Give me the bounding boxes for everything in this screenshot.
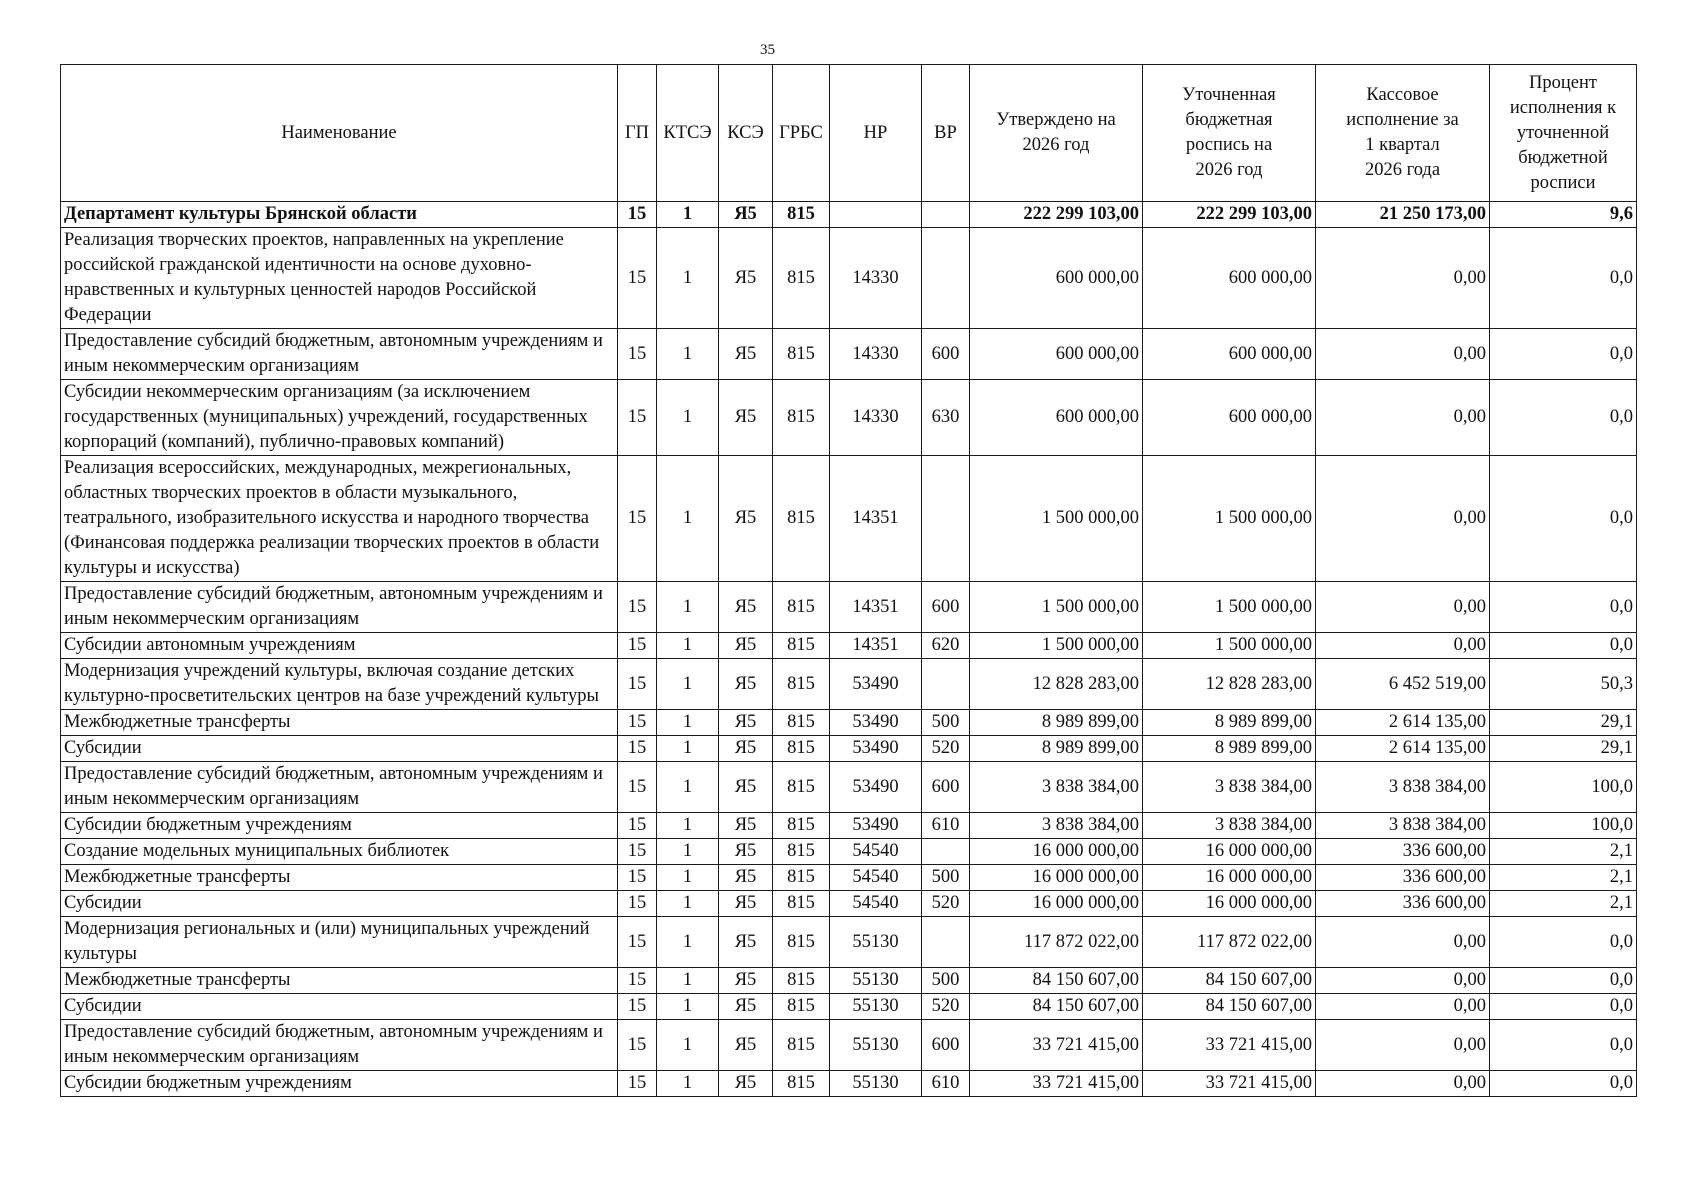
- cell-grbs: 815: [773, 891, 830, 917]
- cell-grbs: 815: [773, 582, 830, 633]
- cell-percent: 100,0: [1490, 762, 1637, 813]
- cell-cash: 0,00: [1316, 582, 1490, 633]
- department-total-row: [61, 202, 1637, 228]
- cell-cash: 0,00: [1316, 1020, 1490, 1071]
- cell-percent: 100,0: [1490, 813, 1637, 839]
- cell-vr: 520: [922, 994, 970, 1020]
- header-grbs: ГРБС: [773, 65, 830, 202]
- cell-grbs: 815: [773, 202, 830, 228]
- cell-grbs: 815: [773, 1071, 830, 1097]
- cell-percent: 2,1: [1490, 865, 1637, 891]
- cell-name: Реализация всероссийских, международных, межрегиональных, областных творческих проектов в области музыкального, театрального, изобразительного искусства и народного творчества (Финансовая поддержка реализации творческих проектов в области культуры и искусства): [61, 456, 618, 582]
- table-row: [61, 994, 1637, 1020]
- cell-approved: 1 500 000,00: [970, 582, 1143, 633]
- cell-gp: 15: [618, 736, 657, 762]
- cell-vr: 500: [922, 968, 970, 994]
- cell-cash: 21 250 173,00: [1316, 202, 1490, 228]
- cell-refined: 3 838 384,00: [1143, 813, 1316, 839]
- cell-grbs: 815: [773, 736, 830, 762]
- table-row: [61, 633, 1637, 659]
- cell-refined: 1 500 000,00: [1143, 633, 1316, 659]
- cell-ktse: 1: [657, 202, 719, 228]
- cell-kse: Я5: [719, 1071, 773, 1097]
- page-number: 35: [760, 42, 775, 58]
- cell-ktse: 1: [657, 917, 719, 968]
- cell-cash: 2 614 135,00: [1316, 710, 1490, 736]
- table-row: [61, 839, 1637, 865]
- cell-gp: 15: [618, 202, 657, 228]
- cell-refined: 12 828 283,00: [1143, 659, 1316, 710]
- cell-nr: 54540: [830, 891, 922, 917]
- cell-kse: Я5: [719, 968, 773, 994]
- table-row: [61, 1071, 1637, 1097]
- cell-approved: 8 989 899,00: [970, 710, 1143, 736]
- cell-refined: 16 000 000,00: [1143, 839, 1316, 865]
- header-vr: ВР: [922, 65, 970, 202]
- cell-gp: 15: [618, 380, 657, 456]
- cell-vr: 610: [922, 1071, 970, 1097]
- cell-kse: Я5: [719, 736, 773, 762]
- cell-percent: 0,0: [1490, 1071, 1637, 1097]
- table-row: [61, 456, 1637, 582]
- table-header-row: [61, 65, 1637, 202]
- cell-grbs: 815: [773, 839, 830, 865]
- cell-name: Предоставление субсидий бюджетным, автономным учреждениям и иным некоммерческим организациям: [61, 762, 618, 813]
- cell-vr: 520: [922, 891, 970, 917]
- cell-ktse: 1: [657, 710, 719, 736]
- cell-kse: Я5: [719, 839, 773, 865]
- cell-vr: 600: [922, 1020, 970, 1071]
- cell-name: Модернизация учреждений культуры, включая создание детских культурно-просветительских центров на базе учреждений культуры: [61, 659, 618, 710]
- header-name: Наименование: [61, 65, 618, 202]
- cell-name: Реализация творческих проектов, направленных на укрепление российской гражданской идентичности на основе духовно-нравственных и культурных ценностей народов Российской Федерации: [61, 228, 618, 329]
- cell-nr: 55130: [830, 1020, 922, 1071]
- cell-grbs: 815: [773, 228, 830, 329]
- cell-percent: 0,0: [1490, 582, 1637, 633]
- cell-vr: 600: [922, 329, 970, 380]
- cell-refined: 1 500 000,00: [1143, 582, 1316, 633]
- cell-nr: 55130: [830, 1071, 922, 1097]
- cell-grbs: 815: [773, 633, 830, 659]
- cell-nr: 53490: [830, 813, 922, 839]
- cell-name: Предоставление субсидий бюджетным, автономным учреждениям и иным некоммерческим организациям: [61, 1020, 618, 1071]
- cell-percent: 0,0: [1490, 329, 1637, 380]
- cell-kse: Я5: [719, 813, 773, 839]
- cell-vr: 500: [922, 865, 970, 891]
- cell-percent: 0,0: [1490, 456, 1637, 582]
- cell-nr: 53490: [830, 710, 922, 736]
- cell-nr: 14330: [830, 380, 922, 456]
- cell-nr: 53490: [830, 762, 922, 813]
- cell-approved: 3 838 384,00: [970, 762, 1143, 813]
- cell-gp: 15: [618, 1020, 657, 1071]
- cell-vr: 600: [922, 582, 970, 633]
- cell-grbs: 815: [773, 813, 830, 839]
- cell-gp: 15: [618, 839, 657, 865]
- cell-cash: 0,00: [1316, 329, 1490, 380]
- header-gp: ГП: [618, 65, 657, 202]
- cell-name: Предоставление субсидий бюджетным, автономным учреждениям и иным некоммерческим организациям: [61, 329, 618, 380]
- cell-approved: 8 989 899,00: [970, 736, 1143, 762]
- cell-cash: 336 600,00: [1316, 865, 1490, 891]
- cell-nr: 55130: [830, 917, 922, 968]
- cell-vr: 520: [922, 736, 970, 762]
- table-row: [61, 865, 1637, 891]
- cell-grbs: 815: [773, 968, 830, 994]
- cell-gp: 15: [618, 891, 657, 917]
- cell-kse: Я5: [719, 1020, 773, 1071]
- cell-ktse: 1: [657, 762, 719, 813]
- cell-kse: Я5: [719, 228, 773, 329]
- cell-refined: 1 500 000,00: [1143, 456, 1316, 582]
- cell-ktse: 1: [657, 228, 719, 329]
- cell-vr: 630: [922, 380, 970, 456]
- cell-ktse: 1: [657, 456, 719, 582]
- cell-name: Предоставление субсидий бюджетным, автономным учреждениям и иным некоммерческим организациям: [61, 582, 618, 633]
- cell-approved: 16 000 000,00: [970, 865, 1143, 891]
- cell-refined: 16 000 000,00: [1143, 891, 1316, 917]
- cell-kse: Я5: [719, 329, 773, 380]
- cell-percent: 9,6: [1490, 202, 1637, 228]
- cell-ktse: 1: [657, 633, 719, 659]
- cell-refined: 117 872 022,00: [1143, 917, 1316, 968]
- cell-grbs: 815: [773, 917, 830, 968]
- cell-approved: 84 150 607,00: [970, 994, 1143, 1020]
- cell-cash: 336 600,00: [1316, 839, 1490, 865]
- cell-approved: 600 000,00: [970, 380, 1143, 456]
- cell-cash: 0,00: [1316, 917, 1490, 968]
- cell-cash: 6 452 519,00: [1316, 659, 1490, 710]
- cell-nr: [830, 202, 922, 228]
- cell-kse: Я5: [719, 762, 773, 813]
- cell-nr: 14330: [830, 228, 922, 329]
- cell-gp: 15: [618, 456, 657, 582]
- header-ktse: КТСЭ: [657, 65, 719, 202]
- cell-percent: 2,1: [1490, 891, 1637, 917]
- cell-gp: 15: [618, 865, 657, 891]
- table-row: [61, 891, 1637, 917]
- cell-nr: 53490: [830, 659, 922, 710]
- table-row: [61, 968, 1637, 994]
- cell-name: Департамент культуры Брянской области: [61, 202, 618, 228]
- cell-name: Субсидии: [61, 736, 618, 762]
- cell-refined: 33 721 415,00: [1143, 1020, 1316, 1071]
- cell-approved: 600 000,00: [970, 228, 1143, 329]
- cell-vr: 620: [922, 633, 970, 659]
- cell-vr: [922, 202, 970, 228]
- cell-vr: 500: [922, 710, 970, 736]
- cell-kse: Я5: [719, 994, 773, 1020]
- table-row: [61, 762, 1637, 813]
- cell-percent: 0,0: [1490, 1020, 1637, 1071]
- cell-cash: 0,00: [1316, 456, 1490, 582]
- cell-gp: 15: [618, 968, 657, 994]
- cell-gp: 15: [618, 710, 657, 736]
- cell-refined: 8 989 899,00: [1143, 736, 1316, 762]
- cell-ktse: 1: [657, 380, 719, 456]
- cell-cash: 0,00: [1316, 228, 1490, 329]
- cell-percent: 0,0: [1490, 228, 1637, 329]
- cell-ktse: 1: [657, 891, 719, 917]
- cell-kse: Я5: [719, 202, 773, 228]
- cell-percent: 0,0: [1490, 380, 1637, 456]
- cell-ktse: 1: [657, 1020, 719, 1071]
- header-nr: НР: [830, 65, 922, 202]
- cell-nr: 55130: [830, 968, 922, 994]
- cell-kse: Я5: [719, 456, 773, 582]
- cell-refined: 600 000,00: [1143, 380, 1316, 456]
- cell-ktse: 1: [657, 582, 719, 633]
- header-refined: Уточненная бюджетная роспись на 2026 год: [1143, 65, 1316, 202]
- cell-refined: 16 000 000,00: [1143, 865, 1316, 891]
- cell-gp: 15: [618, 917, 657, 968]
- cell-cash: 3 838 384,00: [1316, 762, 1490, 813]
- header-percent: Процент исполнения к уточненной бюджетной росписи: [1490, 65, 1637, 202]
- cell-name: Модернизация региональных и (или) муниципальных учреждений культуры: [61, 917, 618, 968]
- cell-cash: 0,00: [1316, 968, 1490, 994]
- table-body: [61, 202, 1637, 1097]
- cell-gp: 15: [618, 228, 657, 329]
- cell-name: Межбюджетные трансферты: [61, 710, 618, 736]
- cell-gp: 15: [618, 633, 657, 659]
- cell-kse: Я5: [719, 582, 773, 633]
- cell-name: Субсидии некоммерческим организациям (за исключением государственных (муниципальных) учреждений, государственных корпораций (компаний), публично-правовых компаний): [61, 380, 618, 456]
- table-row: [61, 813, 1637, 839]
- cell-refined: 600 000,00: [1143, 329, 1316, 380]
- cell-vr: 610: [922, 813, 970, 839]
- cell-grbs: 815: [773, 456, 830, 582]
- cell-name: Межбюджетные трансферты: [61, 968, 618, 994]
- cell-kse: Я5: [719, 865, 773, 891]
- table-row: [61, 228, 1637, 329]
- cell-refined: 84 150 607,00: [1143, 994, 1316, 1020]
- cell-approved: 222 299 103,00: [970, 202, 1143, 228]
- cell-approved: 33 721 415,00: [970, 1020, 1143, 1071]
- cell-grbs: 815: [773, 380, 830, 456]
- cell-cash: 3 838 384,00: [1316, 813, 1490, 839]
- cell-approved: 600 000,00: [970, 329, 1143, 380]
- cell-name: Создание модельных муниципальных библиотек: [61, 839, 618, 865]
- table-row: [61, 917, 1637, 968]
- table-row: [61, 659, 1637, 710]
- cell-ktse: 1: [657, 659, 719, 710]
- cell-nr: 14330: [830, 329, 922, 380]
- cell-kse: Я5: [719, 891, 773, 917]
- table-row: [61, 329, 1637, 380]
- cell-grbs: 815: [773, 329, 830, 380]
- cell-refined: 222 299 103,00: [1143, 202, 1316, 228]
- cell-grbs: 815: [773, 865, 830, 891]
- cell-percent: 0,0: [1490, 968, 1637, 994]
- cell-cash: 336 600,00: [1316, 891, 1490, 917]
- cell-nr: 55130: [830, 994, 922, 1020]
- cell-name: Субсидии: [61, 994, 618, 1020]
- table-row: [61, 1020, 1637, 1071]
- cell-name: Субсидии автономным учреждениям: [61, 633, 618, 659]
- cell-gp: 15: [618, 1071, 657, 1097]
- cell-approved: 16 000 000,00: [970, 839, 1143, 865]
- cell-refined: 3 838 384,00: [1143, 762, 1316, 813]
- cell-gp: 15: [618, 813, 657, 839]
- cell-vr: [922, 659, 970, 710]
- cell-cash: 0,00: [1316, 1071, 1490, 1097]
- cell-vr: [922, 917, 970, 968]
- cell-nr: 54540: [830, 865, 922, 891]
- cell-gp: 15: [618, 994, 657, 1020]
- cell-kse: Я5: [719, 659, 773, 710]
- cell-approved: 33 721 415,00: [970, 1071, 1143, 1097]
- cell-ktse: 1: [657, 813, 719, 839]
- cell-vr: [922, 839, 970, 865]
- cell-gp: 15: [618, 659, 657, 710]
- cell-percent: 0,0: [1490, 633, 1637, 659]
- cell-approved: 3 838 384,00: [970, 813, 1143, 839]
- cell-ktse: 1: [657, 865, 719, 891]
- cell-grbs: 815: [773, 994, 830, 1020]
- cell-approved: 1 500 000,00: [970, 456, 1143, 582]
- cell-nr: 54540: [830, 839, 922, 865]
- cell-gp: 15: [618, 762, 657, 813]
- cell-name: Субсидии бюджетным учреждениям: [61, 1071, 618, 1097]
- header-kse: КСЭ: [719, 65, 773, 202]
- cell-percent: 29,1: [1490, 736, 1637, 762]
- cell-approved: 84 150 607,00: [970, 968, 1143, 994]
- cell-gp: 15: [618, 582, 657, 633]
- cell-cash: 0,00: [1316, 380, 1490, 456]
- cell-refined: 33 721 415,00: [1143, 1071, 1316, 1097]
- cell-percent: 0,0: [1490, 917, 1637, 968]
- cell-ktse: 1: [657, 968, 719, 994]
- table-row: [61, 380, 1637, 456]
- cell-nr: 14351: [830, 456, 922, 582]
- cell-ktse: 1: [657, 1071, 719, 1097]
- cell-cash: 2 614 135,00: [1316, 736, 1490, 762]
- header-cash: Кассовое исполнение за 1 квартал 2026 года: [1316, 65, 1490, 202]
- cell-refined: 84 150 607,00: [1143, 968, 1316, 994]
- cell-approved: 1 500 000,00: [970, 633, 1143, 659]
- cell-ktse: 1: [657, 329, 719, 380]
- cell-kse: Я5: [719, 380, 773, 456]
- cell-kse: Я5: [719, 917, 773, 968]
- table-row: [61, 582, 1637, 633]
- cell-percent: 50,3: [1490, 659, 1637, 710]
- cell-name: Межбюджетные трансферты: [61, 865, 618, 891]
- cell-approved: 117 872 022,00: [970, 917, 1143, 968]
- cell-cash: 0,00: [1316, 994, 1490, 1020]
- cell-cash: 0,00: [1316, 633, 1490, 659]
- cell-percent: 0,0: [1490, 994, 1637, 1020]
- cell-ktse: 1: [657, 736, 719, 762]
- cell-nr: 53490: [830, 736, 922, 762]
- cell-vr: [922, 456, 970, 582]
- cell-approved: 12 828 283,00: [970, 659, 1143, 710]
- cell-grbs: 815: [773, 1020, 830, 1071]
- cell-kse: Я5: [719, 633, 773, 659]
- cell-name: Субсидии бюджетным учреждениям: [61, 813, 618, 839]
- cell-refined: 8 989 899,00: [1143, 710, 1316, 736]
- table-row: [61, 736, 1637, 762]
- cell-vr: [922, 228, 970, 329]
- cell-kse: Я5: [719, 710, 773, 736]
- cell-nr: 14351: [830, 582, 922, 633]
- cell-grbs: 815: [773, 659, 830, 710]
- cell-approved: 16 000 000,00: [970, 891, 1143, 917]
- cell-gp: 15: [618, 329, 657, 380]
- cell-ktse: 1: [657, 994, 719, 1020]
- cell-name: Субсидии: [61, 891, 618, 917]
- cell-vr: 600: [922, 762, 970, 813]
- cell-percent: 2,1: [1490, 839, 1637, 865]
- cell-ktse: 1: [657, 839, 719, 865]
- header-approved: Утверждено на 2026 год: [970, 65, 1143, 202]
- cell-refined: 600 000,00: [1143, 228, 1316, 329]
- cell-percent: 29,1: [1490, 710, 1637, 736]
- cell-nr: 14351: [830, 633, 922, 659]
- cell-grbs: 815: [773, 762, 830, 813]
- cell-grbs: 815: [773, 710, 830, 736]
- budget-table: [60, 64, 1637, 1097]
- table-row: [61, 710, 1637, 736]
